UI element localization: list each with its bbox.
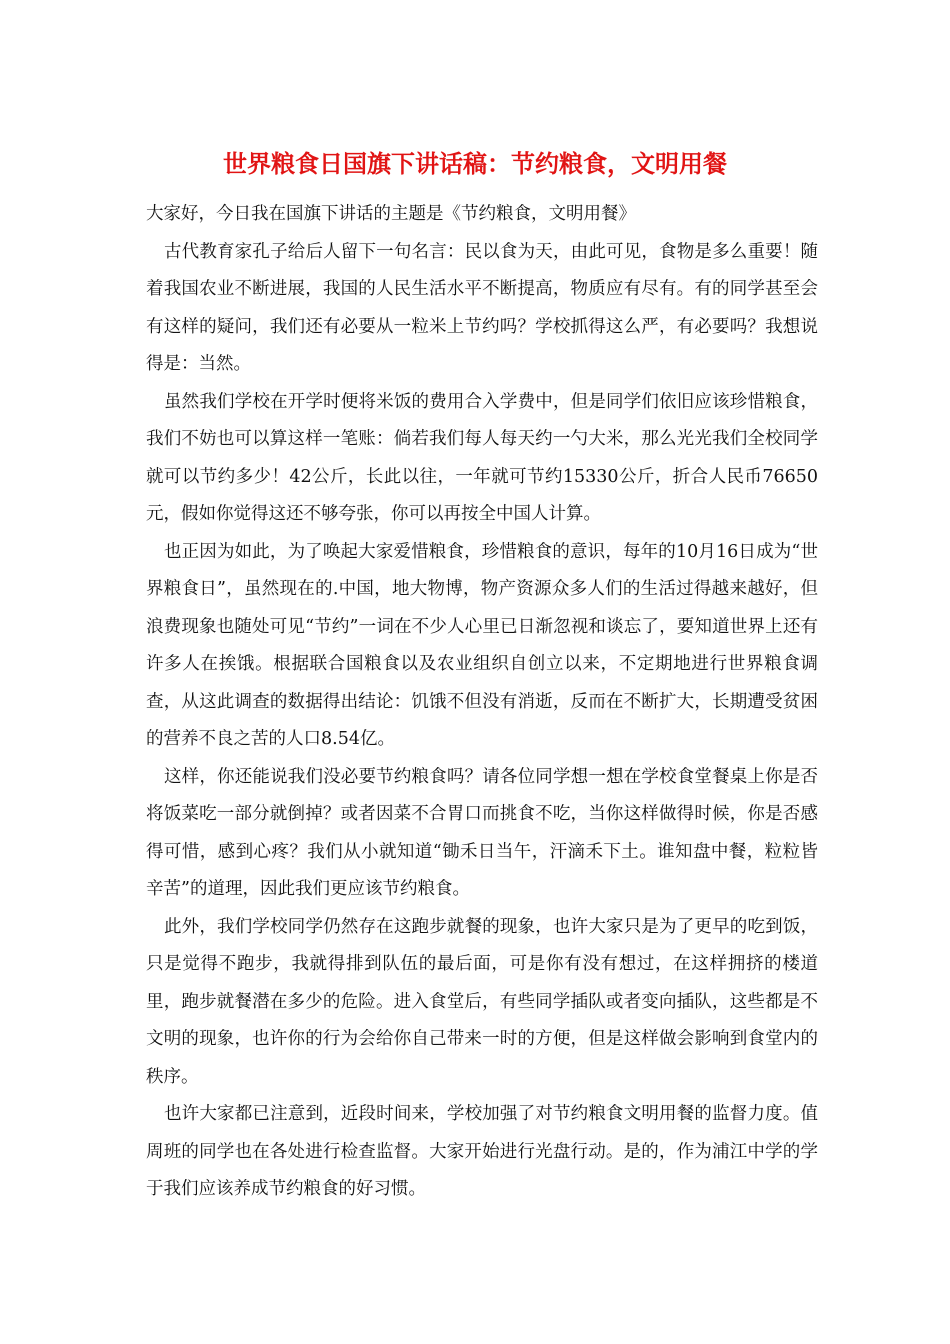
body-paragraph: 虽然我们学校在开学时便将米饭的费用合入学费中，但是同学们依旧应该珍惜粮食，我们不妨也可以算这样一笔账：倘若我们每人每天约一勺大米，那么光光我们全校同学就可以节约多少！42公斤，长此以往，一年就可节约15330公斤，折合人民币76650元，假如你觉得这还不够夸张，你可以再按全中国人计算。 [146,391,818,524]
document-body [146,196,818,1209]
body-paragraph: 也正因为如此，为了唤起大家爱惜粮食，珍惜粮食的意识，每年的10月16日成为“世界粮食日”，虽然现在的.中国，地大物博，物产资源众多人们的生活过得越来越好，但浪费现象也随处可见“节约”一词在不少人心里已日渐忽视和谈忘了，要知道世界上还有许多人在挨饿。根据联合国粮食以及农业组织自创立以来，不定期地进行世界粮食调查，从这此调查的数据得出结论：饥饿不但没有消逝，反而在不断扩大，长期遭受贫困的营养不良之苦的人口8.54亿。 [146,541,818,749]
greeting-paragraph: 大家好，今日我在国旗下讲话的主题是《节约粮食，文明用餐》 [146,204,636,224]
document-title: 世界粮食日国旗下讲话稿：节约粮食，文明用餐 [223,150,727,178]
body-paragraph: 这样，你还能说我们没必要节约粮食吗？请各位同学想一想在学校食堂餐桌上你是否将饭菜吃一部分就倒掉？或者因菜不合胃口而挑食不吃，当你这样做得时候，你是否感得可惜，感到心疼？我们从小就知道“锄禾日当午，汗滴禾下土。谁知盘中餐，粒粒皆辛苦”的道理，因此我们更应该节约粮食。 [146,766,818,899]
body-paragraph: 此外，我们学校同学仍然存在这跑步就餐的现象，也许大家只是为了更早的吃到饭，只是觉得不跑步，我就得排到队伍的最后面，可是你有没有想过，在这样拥挤的楼道里，跑步就餐潜在多少的危险。进入食堂后，有些同学插队或者变向插队，这些都是不文明的现象，也许你的行为会给你自己带来一时的方便，但是这样做会影响到食堂内的秩序。 [146,916,818,1087]
body-paragraph: 古代教育家孔子给后人留下一句名言：民以食为天，由此可见，食物是多么重要！随着我国农业不断进展，我国的人民生活水平不断提高，物质应有尽有。有的同学甚至会有这样的疑问，我们还有必要从一粒米上节约吗？学校抓得这么严，有必要吗？我想说得是：当然。 [146,241,818,374]
body-paragraph: 也许大家都已注意到，近段时间来，学校加强了对节约粮食文明用餐的监督力度。值周班的同学也在各处进行检查监督。大家开始进行光盘行动。是的，作为浦江中学的学于我们应该养成节约粮食的好习惯。 [146,1104,818,1199]
